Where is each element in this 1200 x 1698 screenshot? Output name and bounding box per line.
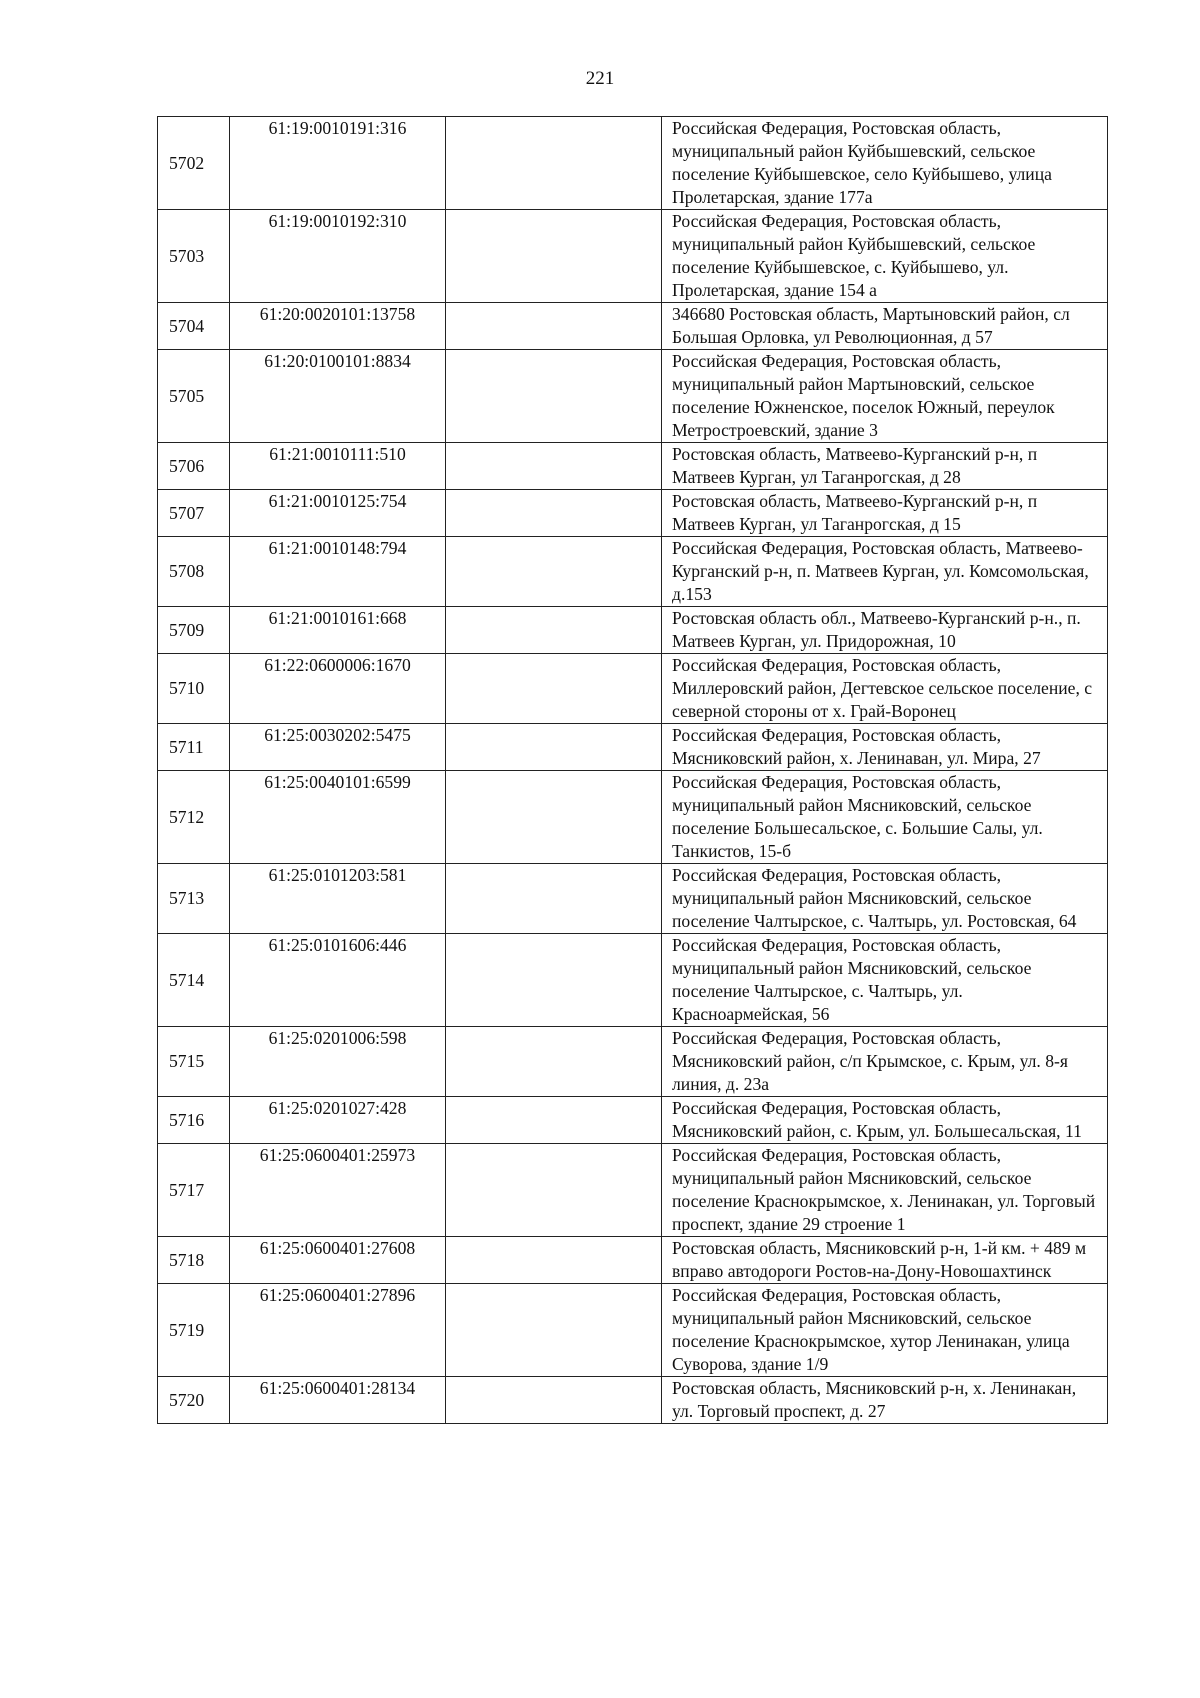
- cadastral-number-cell: 61:21:0010161:668: [230, 607, 446, 654]
- row-number-cell: 5711: [158, 724, 230, 771]
- cadastral-number-cell: 61:20:0020101:13758: [230, 303, 446, 350]
- empty-cell: [446, 1284, 662, 1377]
- empty-cell: [446, 210, 662, 303]
- cadastral-number-cell: 61:19:0010191:316: [230, 117, 446, 210]
- table-row: [158, 724, 1108, 771]
- address-cell: Российская Федерация, Ростовская область, Миллеровский район, Дегтевское сельское поселение, с северной стороны от х. Грай-Воронец: [662, 654, 1108, 724]
- empty-cell: [446, 1027, 662, 1097]
- row-number-cell: 5716: [158, 1097, 230, 1144]
- table-row: [158, 1377, 1108, 1424]
- empty-cell: [446, 654, 662, 724]
- address-cell: Ростовская область обл., Матвеево-Курганский р-н., п. Матвеев Курган, ул. Придорожная, 10: [662, 607, 1108, 654]
- address-cell: Российская Федерация, Ростовская область, Мясниковский район, с. Крым, ул. Большесальская, 11: [662, 1097, 1108, 1144]
- table-row: [158, 934, 1108, 1027]
- table-row: [158, 1237, 1108, 1284]
- cadastral-number-cell: 61:25:0600401:25973: [230, 1144, 446, 1237]
- table-row: [158, 490, 1108, 537]
- cadastral-number-cell: 61:20:0100101:8834: [230, 350, 446, 443]
- empty-cell: [446, 607, 662, 654]
- row-number-cell: 5702: [158, 117, 230, 210]
- row-number-cell: 5718: [158, 1237, 230, 1284]
- address-cell: Российская Федерация, Ростовская область, муниципальный район Мясниковский, сельское поселение Краснокрымское, х. Ленинакан, ул. Торговый проспект, здание 29 строение 1: [662, 1144, 1108, 1237]
- address-cell: Ростовская область, Матвеево-Курганский р-н, п Матвеев Курган, ул Таганрогская, д 28: [662, 443, 1108, 490]
- address-cell: 346680 Ростовская область, Мартыновский район, сл Большая Орловка, ул Революционная, д 57: [662, 303, 1108, 350]
- cadastral-number-cell: 61:25:0101606:446: [230, 934, 446, 1027]
- cadastral-number-cell: 61:22:0600006:1670: [230, 654, 446, 724]
- row-number-cell: 5712: [158, 771, 230, 864]
- table-row: [158, 537, 1108, 607]
- address-cell: Ростовская область, Матвеево-Курганский р-н, п Матвеев Курган, ул Таганрогская, д 15: [662, 490, 1108, 537]
- empty-cell: [446, 864, 662, 934]
- cadastral-number-cell: 61:21:0010111:510: [230, 443, 446, 490]
- address-cell: Российская Федерация, Ростовская область, Мясниковский район, с/п Крымское, с. Крым, ул. 8-я линия, д. 23а: [662, 1027, 1108, 1097]
- cadastral-number-cell: 61:21:0010148:794: [230, 537, 446, 607]
- table-row: [158, 864, 1108, 934]
- row-number-cell: 5703: [158, 210, 230, 303]
- table-row: [158, 771, 1108, 864]
- empty-cell: [446, 1097, 662, 1144]
- table-row: [158, 1144, 1108, 1237]
- empty-cell: [446, 771, 662, 864]
- row-number-cell: 5710: [158, 654, 230, 724]
- address-cell: Российская Федерация, Ростовская область, Мясниковский район, х. Ленинаван, ул. Мира, 27: [662, 724, 1108, 771]
- table-row: [158, 1027, 1108, 1097]
- row-number-cell: 5717: [158, 1144, 230, 1237]
- cadastral-number-cell: 61:21:0010125:754: [230, 490, 446, 537]
- address-cell: Российская Федерация, Ростовская область, муниципальный район Мартыновский, сельское поселение Южненское, поселок Южный, переулок Метростроевский, здание 3: [662, 350, 1108, 443]
- cadastral-number-cell: 61:25:0600401:27608: [230, 1237, 446, 1284]
- empty-cell: [446, 303, 662, 350]
- table-row: [158, 117, 1108, 210]
- empty-cell: [446, 1237, 662, 1284]
- table-row: [158, 350, 1108, 443]
- empty-cell: [446, 1377, 662, 1424]
- row-number-cell: 5714: [158, 934, 230, 1027]
- row-number-cell: 5705: [158, 350, 230, 443]
- cadastral-number-cell: 61:25:0600401:27896: [230, 1284, 446, 1377]
- address-cell: Ростовская область, Мясниковский р-н, 1-й км. + 489 м вправо автодороги Ростов-на-Дону-Новошахтинск: [662, 1237, 1108, 1284]
- cadastral-number-cell: 61:25:0030202:5475: [230, 724, 446, 771]
- row-number-cell: 5707: [158, 490, 230, 537]
- address-cell: Ростовская область, Мясниковский р-н, х. Ленинакан, ул. Торговый проспект, д. 27: [662, 1377, 1108, 1424]
- cadastral-number-cell: 61:25:0201006:598: [230, 1027, 446, 1097]
- table-row: [158, 654, 1108, 724]
- table-row: [158, 607, 1108, 654]
- table-row: [158, 303, 1108, 350]
- cadastral-number-cell: 61:25:0101203:581: [230, 864, 446, 934]
- table-body: [158, 117, 1108, 1424]
- empty-cell: [446, 350, 662, 443]
- empty-cell: [446, 443, 662, 490]
- row-number-cell: 5708: [158, 537, 230, 607]
- row-number-cell: 5713: [158, 864, 230, 934]
- address-cell: Российская Федерация, Ростовская область, Матвеево-Курганский р-н, п. Матвеев Курган, ул. Комсомольская, д.153: [662, 537, 1108, 607]
- row-number-cell: 5704: [158, 303, 230, 350]
- empty-cell: [446, 537, 662, 607]
- cadastral-number-cell: 61:25:0201027:428: [230, 1097, 446, 1144]
- address-cell: Российская Федерация, Ростовская область, муниципальный район Мясниковский, сельское поселение Краснокрымское, хутор Ленинакан, улица Суворова, здание 1/9: [662, 1284, 1108, 1377]
- row-number-cell: 5709: [158, 607, 230, 654]
- empty-cell: [446, 724, 662, 771]
- cadastral-number-cell: 61:25:0040101:6599: [230, 771, 446, 864]
- empty-cell: [446, 490, 662, 537]
- row-number-cell: 5720: [158, 1377, 230, 1424]
- row-number-cell: 5715: [158, 1027, 230, 1097]
- cadastral-number-cell: 61:19:0010192:310: [230, 210, 446, 303]
- empty-cell: [446, 934, 662, 1027]
- row-number-cell: 5706: [158, 443, 230, 490]
- address-cell: Российская Федерация, Ростовская область, муниципальный район Куйбышевский, сельское поселение Куйбышевское, с. Куйбышево, ул. Пролетарская, здание 154 а: [662, 210, 1108, 303]
- registry-table: [157, 116, 1108, 1424]
- address-cell: Российская Федерация, Ростовская область, муниципальный район Куйбышевский, сельское поселение Куйбышевское, село Куйбышево, улица Пролетарская, здание 177а: [662, 117, 1108, 210]
- table-row: [158, 1097, 1108, 1144]
- row-number-cell: 5719: [158, 1284, 230, 1377]
- empty-cell: [446, 1144, 662, 1237]
- cadastral-number-cell: 61:25:0600401:28134: [230, 1377, 446, 1424]
- table-row: [158, 210, 1108, 303]
- page-number: 221: [585, 68, 615, 89]
- empty-cell: [446, 117, 662, 210]
- table-row: [158, 1284, 1108, 1377]
- address-cell: Российская Федерация, Ростовская область, муниципальный район Мясниковский, сельское поселение Чалтырское, с. Чалтырь, ул. Красноармейская, 56: [662, 934, 1108, 1027]
- address-cell: Российская Федерация, Ростовская область, муниципальный район Мясниковский, сельское поселение Чалтырское, с. Чалтырь, ул. Ростовская, 64: [662, 864, 1108, 934]
- table-row: [158, 443, 1108, 490]
- address-cell: Российская Федерация, Ростовская область, муниципальный район Мясниковский, сельское поселение Большесальское, с. Большие Салы, ул. Танкистов, 15-б: [662, 771, 1108, 864]
